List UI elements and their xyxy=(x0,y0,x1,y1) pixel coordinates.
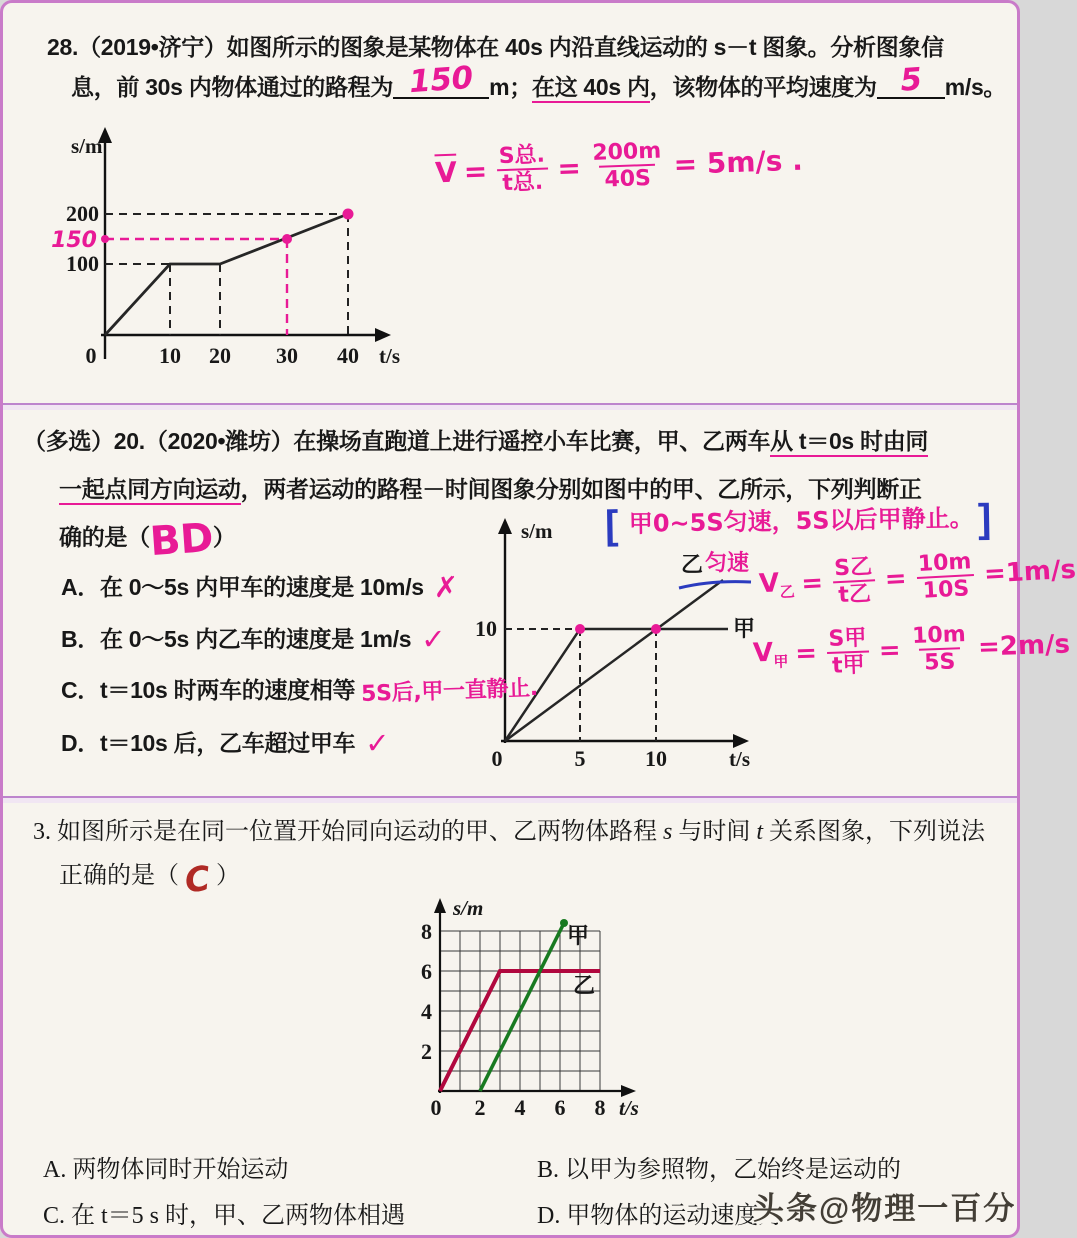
section-divider xyxy=(3,403,1017,405)
answer-blank-speed xyxy=(877,61,945,99)
x-axis-label: t/s xyxy=(619,1096,639,1120)
problem20-line3 xyxy=(59,514,236,566)
handwritten-formula-v-yi xyxy=(758,545,1077,612)
x-tick-2: 2 xyxy=(474,1095,486,1120)
handwritten-uniform-speed: 匀速 xyxy=(705,551,750,576)
text-segment: ，两者运动的路程－时间图象分别如图中的甲、乙所示，下列判断正 xyxy=(240,476,922,502)
line-yi-label: 乙 xyxy=(573,973,596,998)
cross-mark-icon: ✗ xyxy=(433,570,458,604)
text-segment: m； xyxy=(489,74,532,100)
option-A-bottom: A. 两物体同时开始运动 xyxy=(43,1157,289,1183)
y-axis-arrow-icon xyxy=(498,518,512,534)
handwritten-formula-v-jia xyxy=(752,619,1071,680)
x-tick-10: 10 xyxy=(159,343,181,368)
y-axis-label: s/m xyxy=(453,896,484,920)
handwritten-y-tick-150: 150 xyxy=(51,228,97,253)
option-C-bottom: C. 在 t＝5 s 时，甲、乙两物体相遇 xyxy=(43,1203,406,1229)
problem20-line1 xyxy=(23,423,928,456)
x-tick-8: 8 xyxy=(594,1095,606,1120)
y-tick-4: 4 xyxy=(421,999,432,1024)
pink-point-30-150 xyxy=(282,234,292,244)
formula-result: =2m/s xyxy=(977,629,1071,663)
option-text: D．t＝10s 后，乙车超过甲车 xyxy=(61,730,356,756)
y-tick-100: 100 xyxy=(66,251,99,276)
handwritten-answer-150: 150 xyxy=(407,59,475,101)
equals-sign: = xyxy=(884,563,908,595)
y-tick-200: 200 xyxy=(66,201,99,226)
line-jia xyxy=(505,629,728,741)
equals-sign: = xyxy=(794,638,818,670)
problem28-line2 xyxy=(71,59,1007,102)
pink-point-5-10 xyxy=(575,624,585,634)
x-axis-arrow-icon xyxy=(733,734,749,748)
equals-sign: = xyxy=(463,154,488,189)
option-C xyxy=(61,672,538,705)
x-axis-label: t/s xyxy=(379,344,400,368)
text-segment: 确的是（ xyxy=(59,524,150,550)
answer-blank-distance xyxy=(393,59,489,101)
pink-dashed-guides xyxy=(105,239,287,335)
x-axis-label: t/s xyxy=(729,747,750,771)
italic-s: s xyxy=(663,819,673,845)
handwritten-bracket-note xyxy=(604,496,992,548)
problem3-line2 xyxy=(59,855,240,900)
y-tick-10: 10 xyxy=(475,616,497,641)
x-tick-5: 5 xyxy=(574,746,586,771)
problem3-graph xyxy=(401,887,701,1139)
equals-sign: = xyxy=(800,568,824,600)
v-bar-symbol: $\overline{V}$ xyxy=(434,155,458,190)
check-mark-icon: ✓ xyxy=(421,622,446,656)
problem28-line1: 28.（2019•济宁）如图所示的图象是某物体在 40s 内沿直线运动的 s－t 图象。分析图象信 xyxy=(47,34,944,60)
text-segment: 与时间 xyxy=(672,819,757,845)
v-symbol: $V_乙$ xyxy=(758,568,796,602)
option-A xyxy=(61,569,458,604)
option-text: A．在 0～5s 内甲车的速度是 10m/s xyxy=(61,574,424,600)
pink-point-150 xyxy=(101,235,109,243)
line-yi xyxy=(505,580,723,741)
handwritten-answer-5: 5 xyxy=(898,61,923,99)
blue-bracket-right: ] xyxy=(977,496,992,541)
x-tick-0: 0 xyxy=(430,1095,442,1120)
fraction-10m-5s: $\frac{10m}{5S}$ xyxy=(911,622,967,676)
problem28-graph xyxy=(43,117,473,385)
pink-underlined-segment: 从 t＝0s 时由同 xyxy=(770,428,928,457)
option-text: B．在 0～5s 内乙车的速度是 1m/s xyxy=(61,626,412,652)
section-divider xyxy=(3,796,1017,798)
equals-sign: = xyxy=(878,635,902,667)
italic-t: t xyxy=(756,819,764,845)
x-tick-20: 20 xyxy=(209,343,231,368)
pink-underlined-segment: 在这 40s 内 xyxy=(532,74,650,103)
fraction-s-yi-t-yi: $\frac{\text{S乙}}{\text{t乙}}$ xyxy=(829,555,879,608)
handwritten-answer-BD: BD xyxy=(148,514,215,566)
x-tick-30: 30 xyxy=(276,343,298,368)
y-tick-8: 8 xyxy=(421,919,432,944)
note-text: 甲0~5S匀速，5S以后甲静止。 xyxy=(628,503,974,538)
pink-point-10-10 xyxy=(651,624,661,634)
problem20-graph xyxy=(475,506,781,784)
fraction-10m-10s: $\frac{10m}{10S}$ xyxy=(912,550,978,603)
option-B-bottom: B. 以甲为参照物，乙始终是运动的 xyxy=(537,1157,902,1183)
line-jia-label: 甲 xyxy=(567,923,590,948)
watermark: 头条@物理一百分 xyxy=(753,1191,1017,1226)
v-symbol: $V_甲$ xyxy=(752,637,789,672)
fraction-200m-40s: $\frac{200m}{40S}$ xyxy=(591,138,662,193)
line-jia-green xyxy=(480,923,564,1091)
text-segment: 关系图象，下列说法 xyxy=(763,819,986,845)
x-tick-10: 10 xyxy=(645,746,667,771)
formula-result: =1m/s xyxy=(983,554,1077,590)
problem20-line2 xyxy=(59,471,922,504)
equals-sign: = xyxy=(556,150,582,185)
text-segment: ，该物体的平均速度为 xyxy=(649,74,877,100)
y-tick-2: 2 xyxy=(421,1039,432,1064)
line-jia-label: 甲 xyxy=(733,616,756,641)
x-tick-4: 4 xyxy=(514,1095,526,1120)
y-axis-label: s/m xyxy=(521,519,553,543)
text-segment: 3. 如图所示是在同一位置开始同向运动的甲、乙两物体路程 xyxy=(33,819,663,845)
y-axis-label: s/m xyxy=(71,134,103,158)
black-dashed-guides xyxy=(105,214,348,335)
fraction-s-total-t-total: $\frac{\text{S总.}}{\text{t总.}}$ xyxy=(493,143,551,195)
x-tick-40: 40 xyxy=(337,343,359,368)
line-yi-label: 乙 xyxy=(681,552,704,577)
option-D-bottom: D. 甲物体的运动速度为 xyxy=(537,1203,783,1229)
x-axis-arrow-icon xyxy=(375,328,391,342)
handwritten-note-C: 5S后,甲一直静止. xyxy=(360,675,539,707)
text-segment: （多选）20.（2020•潍坊）在操场直跑道上进行遥控小车比赛，甲、乙两车 xyxy=(23,428,771,454)
x-tick-6: 6 xyxy=(554,1095,566,1120)
text-segment: ） xyxy=(212,524,236,550)
pink-point-40-200 xyxy=(343,209,354,220)
y-tick-6: 6 xyxy=(421,959,432,984)
blue-bracket-left: [ xyxy=(604,503,619,548)
handwritten-answer-C: C xyxy=(182,858,212,902)
text-segment: ） xyxy=(215,863,240,889)
text-segment: 正确的是（ xyxy=(59,863,179,889)
handwritten-formula-avg-speed xyxy=(434,135,803,198)
text-segment: m/s。 xyxy=(944,74,1007,100)
text-segment: 息，前 30s 内物体通过的路程为 xyxy=(71,74,394,100)
pink-underlined-segment: 一起点同方向运动 xyxy=(59,476,241,505)
y-axis-arrow-icon xyxy=(434,898,446,913)
option-D xyxy=(61,725,389,760)
x-tick-0: 0 xyxy=(491,746,503,771)
x-tick-0: 0 xyxy=(85,343,97,368)
option-text: C．t＝10s 时两车的速度相等 xyxy=(61,677,356,703)
fraction-s-jia-t-jia: $\frac{\text{S甲}}{\text{t甲}}$ xyxy=(823,626,873,678)
formula-result: = 5m/s . xyxy=(673,143,804,181)
option-B xyxy=(61,621,445,656)
check-mark-icon: ✓ xyxy=(365,726,390,760)
distance-time-line xyxy=(105,214,348,335)
problem3-line1 xyxy=(33,811,985,846)
